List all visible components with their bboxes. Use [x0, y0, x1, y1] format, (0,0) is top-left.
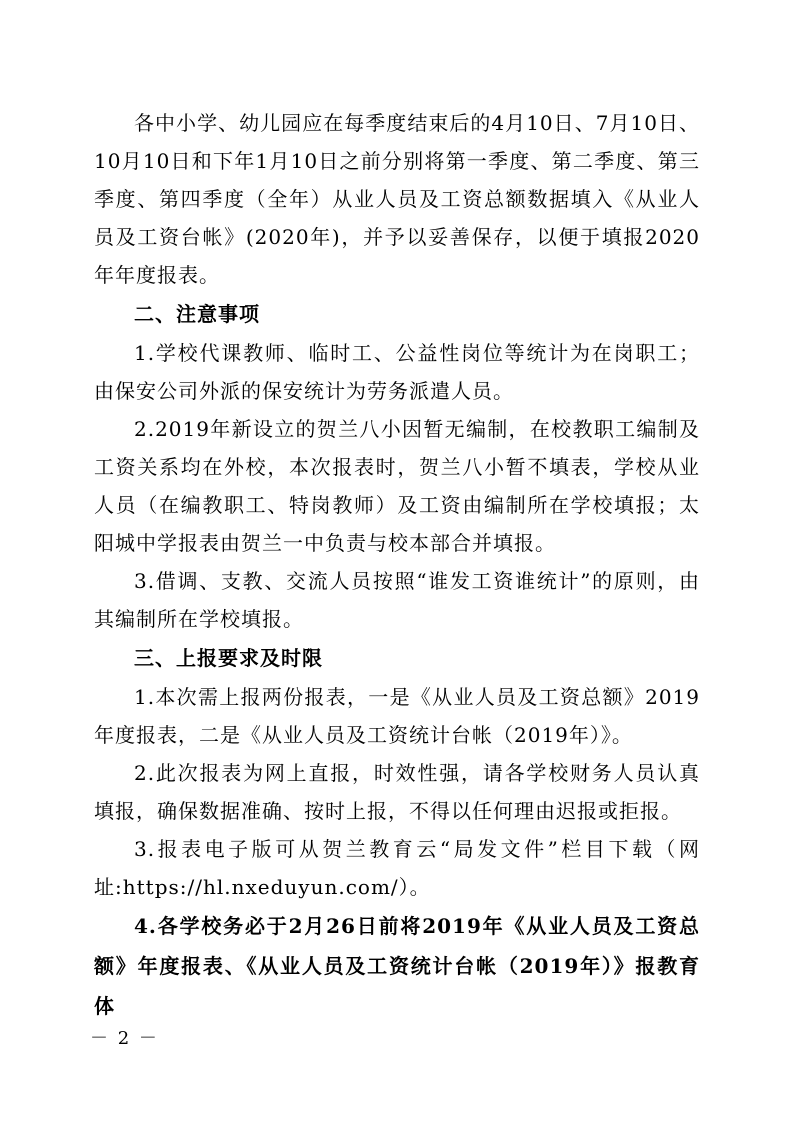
requirements-item-2: 2.此次报表为网上直报，时效性强，请各学校财务人员认真填报，确保数据准确、按时上报，不得以任何理由迟报或拒报。: [94, 761, 700, 823]
section-heading-notes: 二、注意事项: [134, 302, 260, 326]
section-heading-requirements: 三、上报要求及时限: [134, 646, 323, 670]
intro-paragraph: 各中小学、幼儿园应在每季度结束后的4月10日、7月10日、10月10日和下年1月10日之前分别将第一季度、第二季度、第三季度、第四季度（全年）从业人员及工资总额数据填入《从业人员及工资台帐》(2020年)，并予以妥善保存，以便于填报2020年年度报表。: [94, 111, 700, 287]
document-body: [94, 104, 700, 1026]
notes-item-2: 2.2019年新设立的贺兰八小因暂无编制，在校教职工编制及工资关系均在外校，本次报表时，贺兰八小暂不填表，学校从业人员（在编教职工、特岗教师）及工资由编制所在学校填报；太阳城中学报表由贺兰一中负责与校本部合并填报。: [94, 417, 700, 555]
notes-item-1: 1.学校代课教师、临时工、公益性岗位等统计为在岗职工；由保安公司外派的保安统计为劳务派遣人员。: [94, 341, 700, 403]
requirements-item-3: 3.报表电子版可从贺兰教育云“局发文件”栏目下载（网址:https://hl.nxeduyun.com/）。: [94, 837, 700, 899]
notes-item-3: 3.借调、支教、交流人员按照“谁发工资谁统计”的原则，由其编制所在学校填报。: [94, 569, 700, 631]
requirements-item-4: 4.各学校务必于2月26日前将2019年《从业人员及工资总额》年度报表、《从业人员及工资统计台帐（2019年）》报教育体: [94, 914, 700, 1018]
requirements-item-1: 1.本次需上报两份报表，一是《从业人员及工资总额》2019年度报表，二是《从业人员及工资统计台帐（2019年）》。: [94, 685, 700, 747]
page-number: － 2 －: [90, 1028, 159, 1049]
